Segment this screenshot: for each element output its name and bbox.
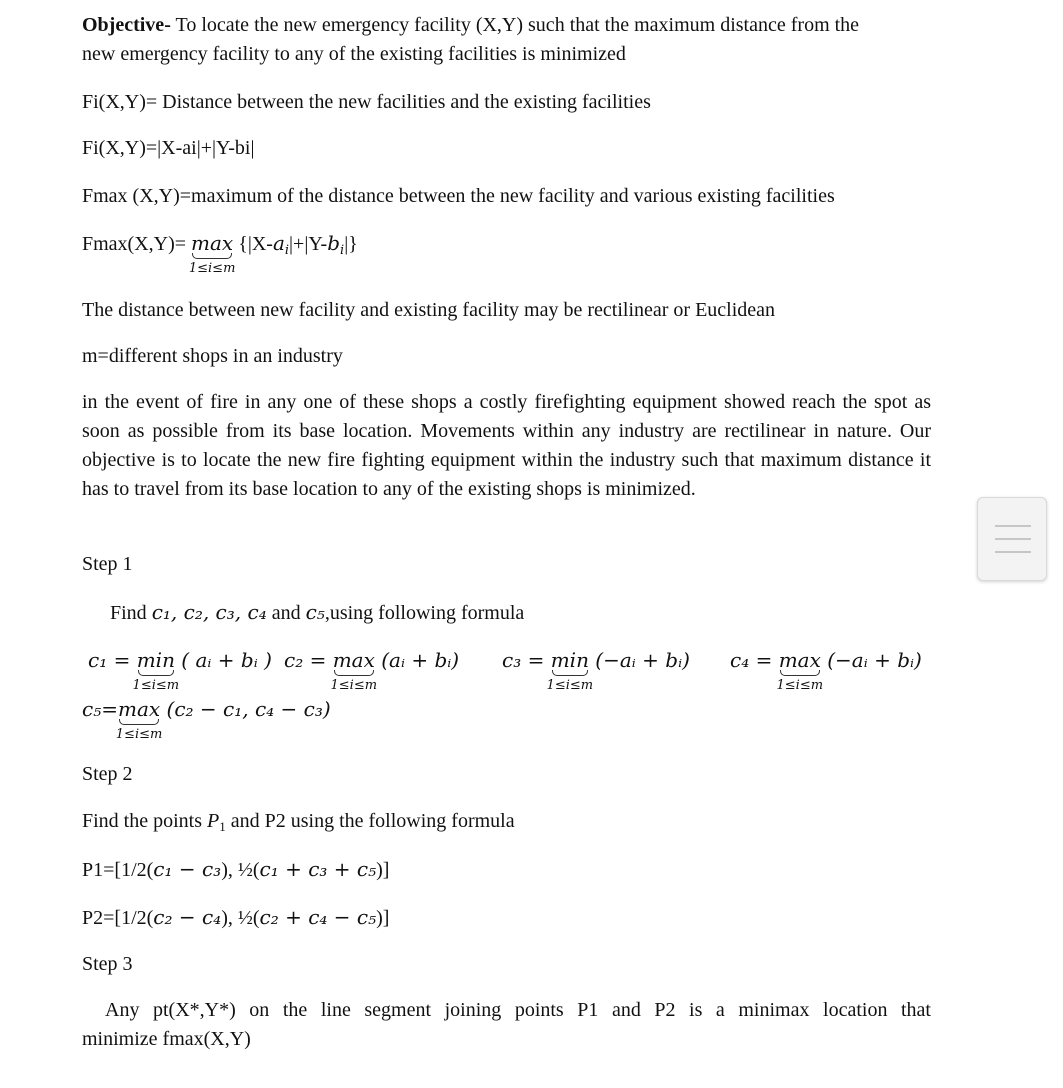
objective-line-2: new emergency facility to any of the existing facilities is minimized xyxy=(82,43,626,65)
fmax-operator: max 1≤i≤m xyxy=(188,231,236,276)
step1-title: Step 1 xyxy=(82,553,133,575)
description-paragraph: in the event of fire in any one of these shops a costly firefighting equipment showed reach the spot as soon as possible from its base location. Movements within any industry are rectilinear in nature. Our objective is to locate the new fire fighting equipment within the industry such that maximum distance it has to travel from its base location to any of the existing shops is minimized. xyxy=(82,391,931,500)
p1-formula: P1=[1/2(c₁ − c₃), ½(c₁ + c₃ + c₅)] xyxy=(82,857,390,881)
distance-note: The distance between new facility and existing facility may be rectilinear or Euclidean xyxy=(82,299,776,321)
step1-intro: Find c₁, c₂, c₃, c₄ and c₅,using following formula xyxy=(110,600,525,624)
m-definition: m=different shops in an industry xyxy=(82,345,343,367)
step3-line-2: minimize fmax(X,Y) xyxy=(82,1028,251,1050)
formula-c2: c₂ = max 1≤i≤m (aᵢ + bᵢ) xyxy=(284,648,460,693)
formula-c5: c₅=max 1≤i≤m (c₂ − c₁, c₄ − c₃) xyxy=(82,697,331,742)
p2-formula: P2=[1/2(c₂ − c₄), ½(c₂ + c₄ − c₅)] xyxy=(82,905,390,929)
fmax-definition: Fmax (X,Y)=maximum of the distance between the new facility and various existing facilities xyxy=(82,185,835,207)
objective-label: Objective- xyxy=(82,14,171,36)
step3-line-1: Any pt(X*,Y*) on the line segment joining points P1 and P2 is a minimax location that xyxy=(105,999,931,1021)
formula-c3: c₃ = min 1≤i≤m (−aᵢ + bᵢ) xyxy=(502,648,690,693)
fmax-limit: 1≤i≤m xyxy=(188,261,236,276)
step3-title: Step 3 xyxy=(82,953,133,975)
fmax-formula: Fmax(X,Y)= max 1≤i≤m $\{|X-a_i|+|Y-b_i|\}$ xyxy=(82,231,358,276)
fi-definition: Fi(X,Y)= Distance between the new facilities and the existing facilities xyxy=(82,91,651,113)
formula-c4: c₄ = max 1≤i≤m (−aᵢ + bᵢ) xyxy=(730,648,922,693)
step2-title: Step 2 xyxy=(82,763,133,785)
step2-intro: Find the points $P_1$ and P2 using the following formula xyxy=(82,810,515,834)
objective-text: To locate the new emergency facility (X,Y) such that the maximum distance from the xyxy=(170,14,860,36)
formula-c1: c₁ = min 1≤i≤m ( aᵢ + bᵢ ) xyxy=(88,648,272,693)
hamburger-menu-icon[interactable] xyxy=(977,497,1047,581)
fi-formula: Fi(X,Y)=|X-ai|+|Y-bi| xyxy=(82,137,255,159)
objective-line-1 xyxy=(82,11,859,40)
